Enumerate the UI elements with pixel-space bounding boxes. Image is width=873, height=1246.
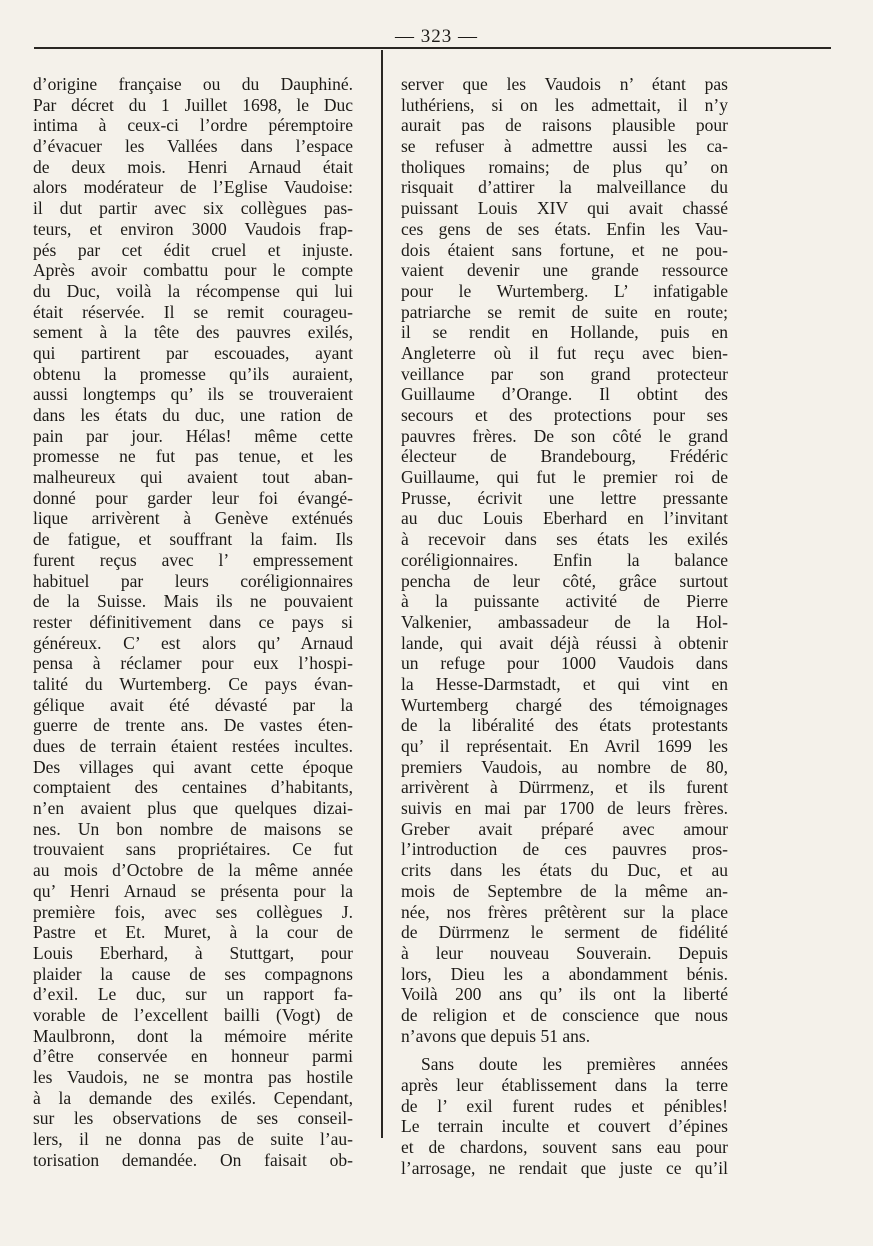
text-line: lande, qui avait déjà réussi à obtenir: [401, 632, 728, 653]
text-line: secours et des protections pour ses: [401, 405, 728, 425]
text-line: alors modérateur de l’Eglise Vaudoise:: [33, 177, 353, 198]
text-line: lers, il ne donna pas de suite l’au-: [33, 1129, 353, 1150]
text-line: Guillaume d’Orange. Il obtint des: [401, 384, 728, 405]
text-line: malheureux qui avaient tout aban-: [33, 467, 353, 488]
text-line: lors, Dieu les a abondamment bénis.: [401, 963, 728, 984]
text-line: il se rendit en Hollande, puis en: [401, 322, 728, 343]
text-line: lique arrivèrent à Genève exténués: [33, 508, 353, 529]
text-line: Valkenier, ambassadeur de la Hol-: [401, 611, 728, 632]
text-line: Sans doute les premières années: [421, 1054, 728, 1075]
text-line: puissant Louis XIV qui avait chassé: [401, 198, 728, 219]
text-line: coréligionnaires. Enfin la balance: [401, 549, 728, 570]
text-line: risquait d’attirer la malveillance du: [401, 177, 728, 198]
text-line: Greber avait préparé avec amour: [401, 818, 728, 839]
text-line: Par décret du 1 Juillet 1698, le Duc: [33, 94, 353, 115]
text-line: Le terrain inculte et couvert d’épines: [401, 1116, 728, 1137]
text-line: guerre de trente ans. De vastes éten-: [33, 715, 353, 736]
text-line: Prusse, écrivit une lettre pressante: [401, 487, 728, 508]
text-line: arrivèrent à Dürrmenz, et ils furent: [401, 777, 728, 798]
text-line: au duc Louis Eberhard en l’invitant: [401, 508, 728, 529]
text-line: du Duc, voilà la récompense qui lui: [33, 280, 353, 301]
left-column: [33, 74, 353, 1170]
text-line: de deux mois. Henri Arnaud était: [33, 156, 353, 177]
text-line: obtenu la promesse qu’ils auraient,: [33, 363, 353, 384]
text-line: il dut partir avec six collègues pas-: [33, 198, 353, 219]
text-line: luthériens, si on les admettait, il n’y: [401, 94, 728, 115]
text-line: de Dürrmenz le serment de fidélité: [401, 922, 728, 943]
text-line: Pastre et Et. Muret, à la cour de: [33, 922, 353, 943]
text-line: habituel par leurs coréligionnaires: [33, 570, 353, 591]
header-rule: [34, 47, 831, 49]
text-line: sur les observations de ses conseil-: [33, 1108, 353, 1129]
text-line: première fois, avec ses collègues J.: [33, 901, 353, 922]
text-line: Guillaume, qui fut le premier roi de: [401, 467, 728, 488]
text-line: aurait pas de raisons plausible pour: [401, 115, 728, 136]
text-line: vaient devenir une grande ressource: [401, 260, 728, 281]
text-line: qu’ Henri Arnaud se présenta pour la: [33, 880, 353, 901]
text-line: crits dans les états du Duc, et au: [401, 860, 728, 881]
text-line: d’évacuer les Vallées dans l’espace: [33, 136, 353, 157]
text-line: à la puissante activité de Pierre: [401, 591, 728, 612]
text-line: l’introduction de ces pauvres pros-: [401, 839, 728, 860]
text-line: dois étaient sans fortune, et ne pou-: [401, 239, 728, 260]
text-line: vorable de l’excellent bailli (Vogt) de: [33, 1004, 353, 1025]
text-line: promesse ne fut pas tenue, et les: [33, 446, 353, 467]
text-line: Wurtemberg chargé des témoignages: [401, 694, 728, 715]
text-line: trouvaient sans propriétaires. Ce fut: [33, 839, 353, 860]
text-line: dues de terrain étaient restées incultes.: [33, 736, 353, 756]
text-line: server que les Vaudois n’ étant pas: [401, 74, 728, 94]
column-divider: [381, 50, 383, 1138]
text-line: généreux. C’ est alors qu’ Arnaud: [33, 632, 353, 653]
text-line: pauvres frères. De son côté le grand: [401, 425, 728, 446]
text-line: furent reçus avec l’ empressement: [33, 549, 353, 570]
text-line: tholiques romains; de plus qu’ on: [401, 156, 728, 177]
text-line: était réservée. Il se remit courageu-: [33, 301, 353, 322]
text-line: n’avons que depuis 51 ans.: [401, 1025, 591, 1046]
text-line: d’exil. Le duc, sur un rapport fa-: [33, 984, 353, 1005]
text-line: pensa à réclamer pour eux l’hospi-: [33, 653, 353, 674]
text-line: se refuser à admettre aussi les ca-: [401, 136, 728, 157]
text-line: qui partirent par escouades, ayant: [33, 342, 353, 363]
text-line: plaider la cause de ses compagnons: [33, 963, 353, 984]
right-column: [401, 74, 728, 1178]
text-line: pain par jour. Hélas! même cette: [33, 425, 353, 446]
text-line: un refuge pour 1000 Vaudois dans: [401, 653, 728, 674]
text-line: sement à la tête des pauvres exilés,: [33, 322, 353, 343]
text-line: Maulbronn, dont la mémoire mérite: [33, 1025, 353, 1046]
text-line: qu’ il représentait. En Avril 1699 les: [401, 736, 728, 756]
text-line: torisation demandée. On faisait ob-: [33, 1149, 353, 1170]
text-line: Louis Eberhard, à Stuttgart, pour: [33, 942, 353, 963]
text-line: veillance par son grand protecteur: [401, 363, 728, 384]
text-line: à la demande des exilés. Cependant,: [33, 1087, 353, 1108]
text-line: suivis en mai par 1700 de leurs frères.: [401, 798, 728, 819]
text-line: à recevoir dans ses états les exilés: [401, 529, 728, 550]
text-line: les Vaudois, ne se montra pas hostile: [33, 1067, 353, 1087]
text-line: teurs, et environ 3000 Vaudois frap-: [33, 218, 353, 239]
text-line: comptaient des centaines d’habitants,: [33, 777, 353, 798]
text-line: l’arrosage, ne rendait que juste ce qu’il: [401, 1157, 728, 1178]
text-line: ces gens de ses états. Enfin les Vau-: [401, 218, 728, 239]
text-line: patriarche se remit de suite en route;: [401, 301, 728, 322]
text-line: Voilà 200 ans qu’ ils ont la liberté: [401, 984, 728, 1005]
text-line: n’en avaient plus que quelques dizai-: [33, 798, 353, 819]
text-line: aussi longtemps qu’ ils se trouveraient: [33, 384, 353, 405]
text-line: et de chardons, souvent sans eau pour: [401, 1137, 728, 1158]
text-line: de fatigue, et souffrant la faim. Ils: [33, 529, 353, 550]
text-line: électeur de Brandebourg, Frédéric: [401, 446, 728, 467]
text-line: intima à ceux-ci l’ordre péremptoire: [33, 115, 353, 136]
text-line: rester définitivement dans ce pays si: [33, 611, 353, 632]
text-line: Des villages qui avant cette époque: [33, 756, 353, 777]
text-line: Après avoir combattu pour le compte: [33, 260, 353, 281]
text-line: de l’ exil furent rudes et pénibles!: [401, 1095, 728, 1116]
text-line: pés par cet édit cruel et injuste.: [33, 239, 353, 260]
text-line: d’origine française ou du Dauphiné.: [33, 74, 353, 94]
text-line: au mois d’Octobre de la même année: [33, 860, 353, 881]
text-line: gélique avait été dévasté par la: [33, 694, 353, 715]
text-line: premiers Vaudois, au nombre de 80,: [401, 756, 728, 777]
text-line: la Hesse-Darmstadt, et qui vint en: [401, 673, 728, 694]
text-line: dans les états du duc, une ration de: [33, 405, 353, 425]
text-line: de la Suisse. Mais ils ne pouvaient: [33, 591, 353, 612]
text-line: née, nos frères prêtèrent sur la place: [401, 901, 728, 922]
text-line: après leur établissement dans la terre: [401, 1075, 728, 1095]
text-line: nes. Un bon nombre de maisons se: [33, 818, 353, 839]
text-line: pour le Wurtemberg. L’ infatigable: [401, 280, 728, 301]
text-line: de religion et de conscience que nous: [401, 1004, 728, 1025]
text-line: à leur nouveau Souverain. Depuis: [401, 942, 728, 963]
text-line: Angleterre où il fut reçu avec bien-: [401, 342, 728, 363]
text-line: de la libéralité des états protestants: [401, 715, 728, 736]
text-line: mois de Septembre de la même an-: [401, 880, 728, 901]
text-line: pencha de leur côté, grâce surtout: [401, 570, 728, 591]
text-line: talité du Wurtemberg. Ce pays évan-: [33, 673, 353, 694]
text-line: d’être conservée en honneur parmi: [33, 1046, 353, 1067]
text-line: donné pour garder leur foi évangé-: [33, 487, 353, 508]
page-number: — 323 —: [395, 26, 478, 47]
